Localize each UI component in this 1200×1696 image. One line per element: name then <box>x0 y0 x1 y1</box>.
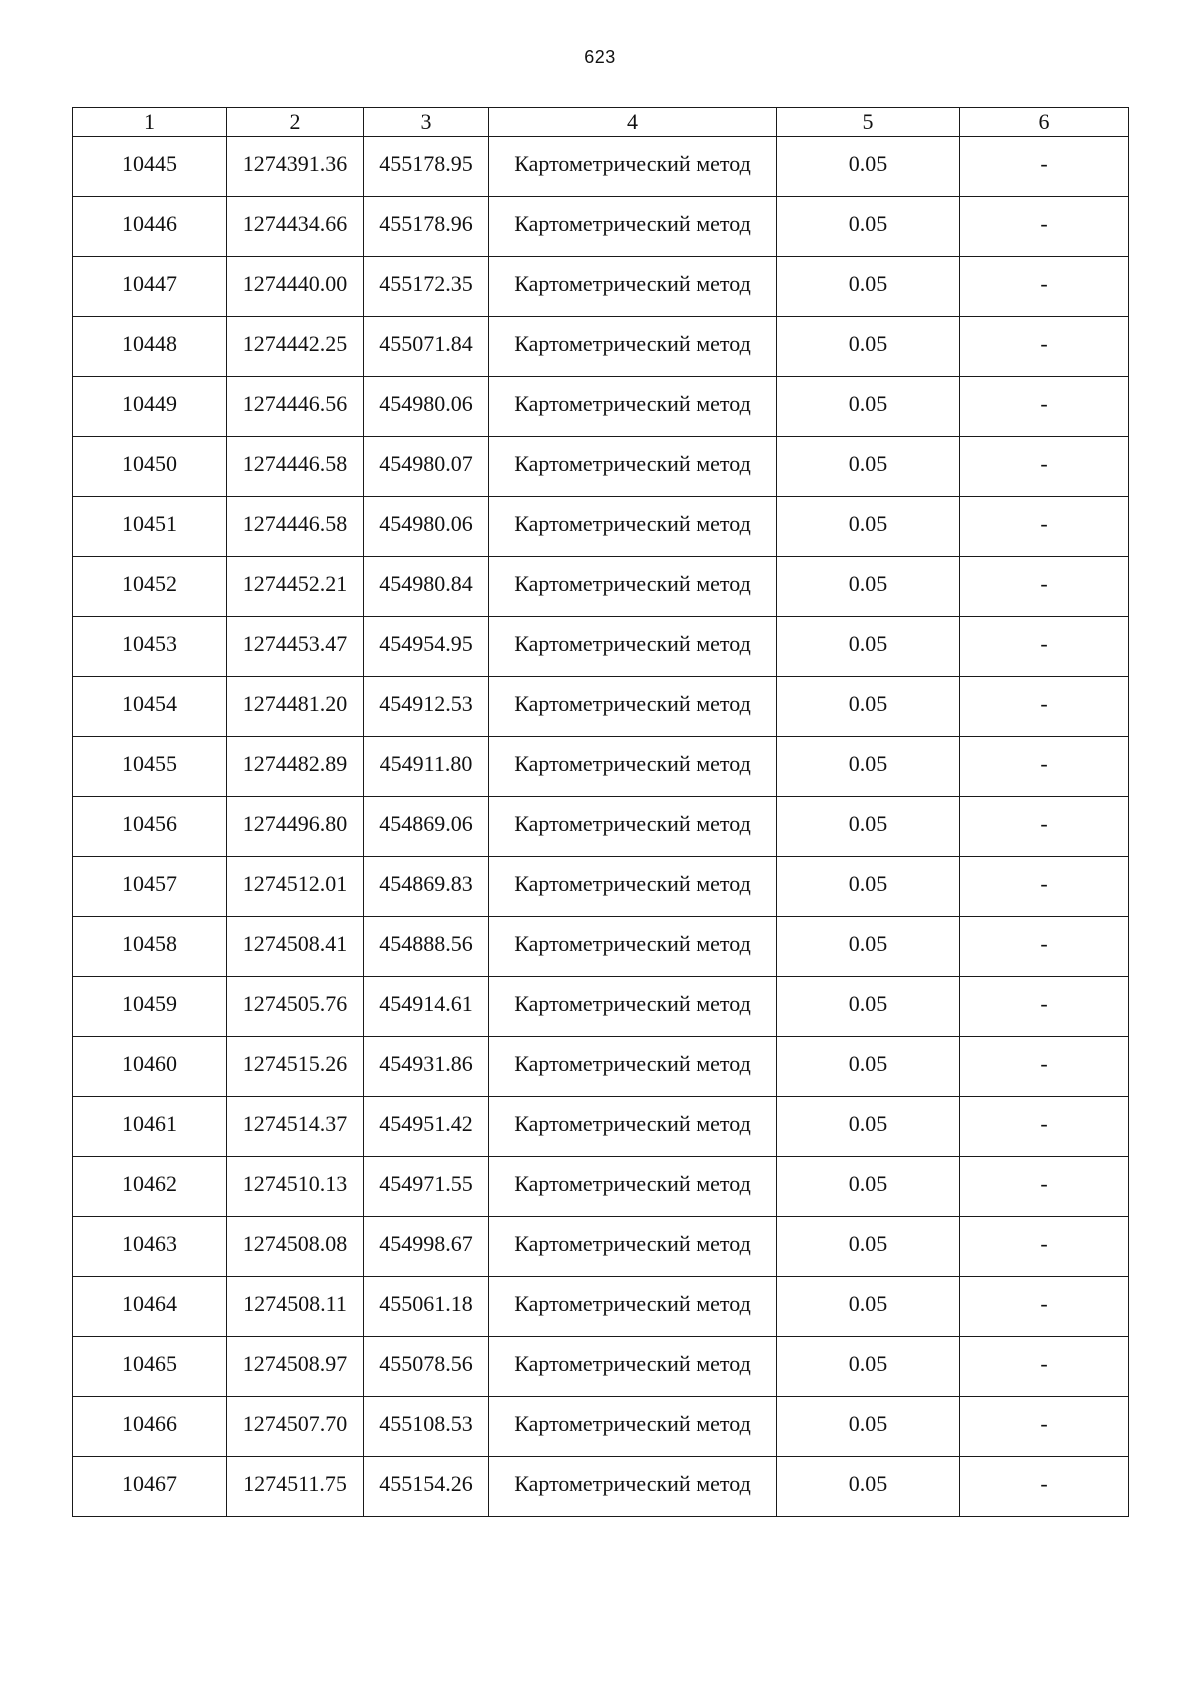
accuracy-cell: 0.05 <box>777 797 960 857</box>
point-number-cell: 10452 <box>73 557 227 617</box>
x-coordinate-cell: 1274446.58 <box>227 497 364 557</box>
accuracy-cell: 0.05 <box>777 677 960 737</box>
coordinates-table <box>72 107 1129 1517</box>
point-number-cell: 10466 <box>73 1397 227 1457</box>
y-coordinate-cell: 454971.55 <box>364 1157 489 1217</box>
note-cell: - <box>960 857 1129 917</box>
table-row <box>73 677 1129 737</box>
y-coordinate-cell: 454980.06 <box>364 497 489 557</box>
x-coordinate-cell: 1274508.41 <box>227 917 364 977</box>
y-coordinate-cell: 454888.56 <box>364 917 489 977</box>
accuracy-cell: 0.05 <box>777 557 960 617</box>
point-number-cell: 10460 <box>73 1037 227 1097</box>
note-cell: - <box>960 1097 1129 1157</box>
y-coordinate-cell: 454869.06 <box>364 797 489 857</box>
method-cell: Картометрический метод <box>489 1457 777 1517</box>
table-row <box>73 1097 1129 1157</box>
x-coordinate-cell: 1274508.08 <box>227 1217 364 1277</box>
note-cell: - <box>960 977 1129 1037</box>
method-cell: Картометрический метод <box>489 557 777 617</box>
table-row <box>73 1277 1129 1337</box>
method-cell: Картометрический метод <box>489 317 777 377</box>
point-number-cell: 10449 <box>73 377 227 437</box>
method-cell: Картометрический метод <box>489 377 777 437</box>
method-cell: Картометрический метод <box>489 797 777 857</box>
table-row <box>73 1157 1129 1217</box>
x-coordinate-cell: 1274515.26 <box>227 1037 364 1097</box>
x-coordinate-cell: 1274496.80 <box>227 797 364 857</box>
x-coordinate-cell: 1274446.56 <box>227 377 364 437</box>
column-header: 2 <box>227 108 364 137</box>
method-cell: Картометрический метод <box>489 1157 777 1217</box>
table-row <box>73 257 1129 317</box>
method-cell: Картометрический метод <box>489 1217 777 1277</box>
accuracy-cell: 0.05 <box>777 1157 960 1217</box>
point-number-cell: 10461 <box>73 1097 227 1157</box>
note-cell: - <box>960 197 1129 257</box>
accuracy-cell: 0.05 <box>777 497 960 557</box>
x-coordinate-cell: 1274391.36 <box>227 137 364 197</box>
accuracy-cell: 0.05 <box>777 1337 960 1397</box>
y-coordinate-cell: 454954.95 <box>364 617 489 677</box>
method-cell: Картометрический метод <box>489 857 777 917</box>
column-header: 3 <box>364 108 489 137</box>
accuracy-cell: 0.05 <box>777 1097 960 1157</box>
point-number-cell: 10467 <box>73 1457 227 1517</box>
method-cell: Картометрический метод <box>489 497 777 557</box>
note-cell: - <box>960 1457 1129 1517</box>
note-cell: - <box>960 257 1129 317</box>
method-cell: Картометрический метод <box>489 137 777 197</box>
method-cell: Картометрический метод <box>489 1277 777 1337</box>
note-cell: - <box>960 137 1129 197</box>
note-cell: - <box>960 437 1129 497</box>
point-number-cell: 10465 <box>73 1337 227 1397</box>
point-number-cell: 10462 <box>73 1157 227 1217</box>
x-coordinate-cell: 1274453.47 <box>227 617 364 677</box>
y-coordinate-cell: 454951.42 <box>364 1097 489 1157</box>
y-coordinate-cell: 454869.83 <box>364 857 489 917</box>
table-row <box>73 1337 1129 1397</box>
point-number-cell: 10459 <box>73 977 227 1037</box>
accuracy-cell: 0.05 <box>777 257 960 317</box>
note-cell: - <box>960 1217 1129 1277</box>
point-number-cell: 10455 <box>73 737 227 797</box>
column-header: 1 <box>73 108 227 137</box>
table-row <box>73 137 1129 197</box>
note-cell: - <box>960 797 1129 857</box>
point-number-cell: 10445 <box>73 137 227 197</box>
y-coordinate-cell: 455178.95 <box>364 137 489 197</box>
note-cell: - <box>960 377 1129 437</box>
note-cell: - <box>960 1337 1129 1397</box>
point-number-cell: 10447 <box>73 257 227 317</box>
method-cell: Картометрический метод <box>489 917 777 977</box>
accuracy-cell: 0.05 <box>777 317 960 377</box>
x-coordinate-cell: 1274482.89 <box>227 737 364 797</box>
accuracy-cell: 0.05 <box>777 197 960 257</box>
table-row <box>73 617 1129 677</box>
column-header: 6 <box>960 108 1129 137</box>
accuracy-cell: 0.05 <box>777 617 960 677</box>
page-number: 623 <box>584 47 616 67</box>
accuracy-cell: 0.05 <box>777 1217 960 1277</box>
x-coordinate-cell: 1274512.01 <box>227 857 364 917</box>
y-coordinate-cell: 455172.35 <box>364 257 489 317</box>
y-coordinate-cell: 454931.86 <box>364 1037 489 1097</box>
point-number-cell: 10457 <box>73 857 227 917</box>
x-coordinate-cell: 1274514.37 <box>227 1097 364 1157</box>
table-row <box>73 857 1129 917</box>
table-row <box>73 1037 1129 1097</box>
point-number-cell: 10446 <box>73 197 227 257</box>
table-row <box>73 437 1129 497</box>
accuracy-cell: 0.05 <box>777 917 960 977</box>
accuracy-cell: 0.05 <box>777 737 960 797</box>
table-row <box>73 377 1129 437</box>
accuracy-cell: 0.05 <box>777 437 960 497</box>
note-cell: - <box>960 1037 1129 1097</box>
method-cell: Картометрический метод <box>489 197 777 257</box>
x-coordinate-cell: 1274442.25 <box>227 317 364 377</box>
table-row <box>73 977 1129 1037</box>
y-coordinate-cell: 455178.96 <box>364 197 489 257</box>
column-header: 5 <box>777 108 960 137</box>
method-cell: Картометрический метод <box>489 617 777 677</box>
x-coordinate-cell: 1274510.13 <box>227 1157 364 1217</box>
point-number-cell: 10464 <box>73 1277 227 1337</box>
accuracy-cell: 0.05 <box>777 977 960 1037</box>
y-coordinate-cell: 455078.56 <box>364 1337 489 1397</box>
y-coordinate-cell: 454980.06 <box>364 377 489 437</box>
x-coordinate-cell: 1274440.00 <box>227 257 364 317</box>
table-row <box>73 557 1129 617</box>
x-coordinate-cell: 1274508.11 <box>227 1277 364 1337</box>
table-row <box>73 917 1129 977</box>
y-coordinate-cell: 455154.26 <box>364 1457 489 1517</box>
x-coordinate-cell: 1274507.70 <box>227 1397 364 1457</box>
point-number-cell: 10453 <box>73 617 227 677</box>
y-coordinate-cell: 454911.80 <box>364 737 489 797</box>
point-number-cell: 10454 <box>73 677 227 737</box>
table-header-row <box>73 108 1129 137</box>
table-row <box>73 317 1129 377</box>
table-row <box>73 197 1129 257</box>
table-row <box>73 1397 1129 1457</box>
method-cell: Картометрический метод <box>489 1037 777 1097</box>
point-number-cell: 10458 <box>73 917 227 977</box>
point-number-cell: 10463 <box>73 1217 227 1277</box>
x-coordinate-cell: 1274508.97 <box>227 1337 364 1397</box>
note-cell: - <box>960 917 1129 977</box>
table-row <box>73 737 1129 797</box>
note-cell: - <box>960 1277 1129 1337</box>
y-coordinate-cell: 454914.61 <box>364 977 489 1037</box>
note-cell: - <box>960 617 1129 677</box>
point-number-cell: 10450 <box>73 437 227 497</box>
accuracy-cell: 0.05 <box>777 1037 960 1097</box>
note-cell: - <box>960 317 1129 377</box>
x-coordinate-cell: 1274452.21 <box>227 557 364 617</box>
method-cell: Картометрический метод <box>489 437 777 497</box>
point-number-cell: 10451 <box>73 497 227 557</box>
point-number-cell: 10456 <box>73 797 227 857</box>
accuracy-cell: 0.05 <box>777 1397 960 1457</box>
table-body <box>73 137 1129 1517</box>
method-cell: Картометрический метод <box>489 1397 777 1457</box>
table-row <box>73 1217 1129 1277</box>
method-cell: Картометрический метод <box>489 737 777 797</box>
column-header: 4 <box>489 108 777 137</box>
y-coordinate-cell: 455071.84 <box>364 317 489 377</box>
y-coordinate-cell: 454980.07 <box>364 437 489 497</box>
table-row <box>73 497 1129 557</box>
note-cell: - <box>960 557 1129 617</box>
y-coordinate-cell: 454980.84 <box>364 557 489 617</box>
method-cell: Картометрический метод <box>489 1337 777 1397</box>
x-coordinate-cell: 1274446.58 <box>227 437 364 497</box>
accuracy-cell: 0.05 <box>777 137 960 197</box>
method-cell: Картометрический метод <box>489 1097 777 1157</box>
y-coordinate-cell: 454998.67 <box>364 1217 489 1277</box>
note-cell: - <box>960 677 1129 737</box>
note-cell: - <box>960 1157 1129 1217</box>
accuracy-cell: 0.05 <box>777 857 960 917</box>
y-coordinate-cell: 454912.53 <box>364 677 489 737</box>
x-coordinate-cell: 1274505.76 <box>227 977 364 1037</box>
accuracy-cell: 0.05 <box>777 1277 960 1337</box>
y-coordinate-cell: 455061.18 <box>364 1277 489 1337</box>
note-cell: - <box>960 1397 1129 1457</box>
accuracy-cell: 0.05 <box>777 377 960 437</box>
x-coordinate-cell: 1274481.20 <box>227 677 364 737</box>
method-cell: Картометрический метод <box>489 257 777 317</box>
note-cell: - <box>960 737 1129 797</box>
note-cell: - <box>960 497 1129 557</box>
accuracy-cell: 0.05 <box>777 1457 960 1517</box>
x-coordinate-cell: 1274511.75 <box>227 1457 364 1517</box>
method-cell: Картометрический метод <box>489 677 777 737</box>
x-coordinate-cell: 1274434.66 <box>227 197 364 257</box>
table-row <box>73 1457 1129 1517</box>
table-row <box>73 797 1129 857</box>
point-number-cell: 10448 <box>73 317 227 377</box>
y-coordinate-cell: 455108.53 <box>364 1397 489 1457</box>
method-cell: Картометрический метод <box>489 977 777 1037</box>
